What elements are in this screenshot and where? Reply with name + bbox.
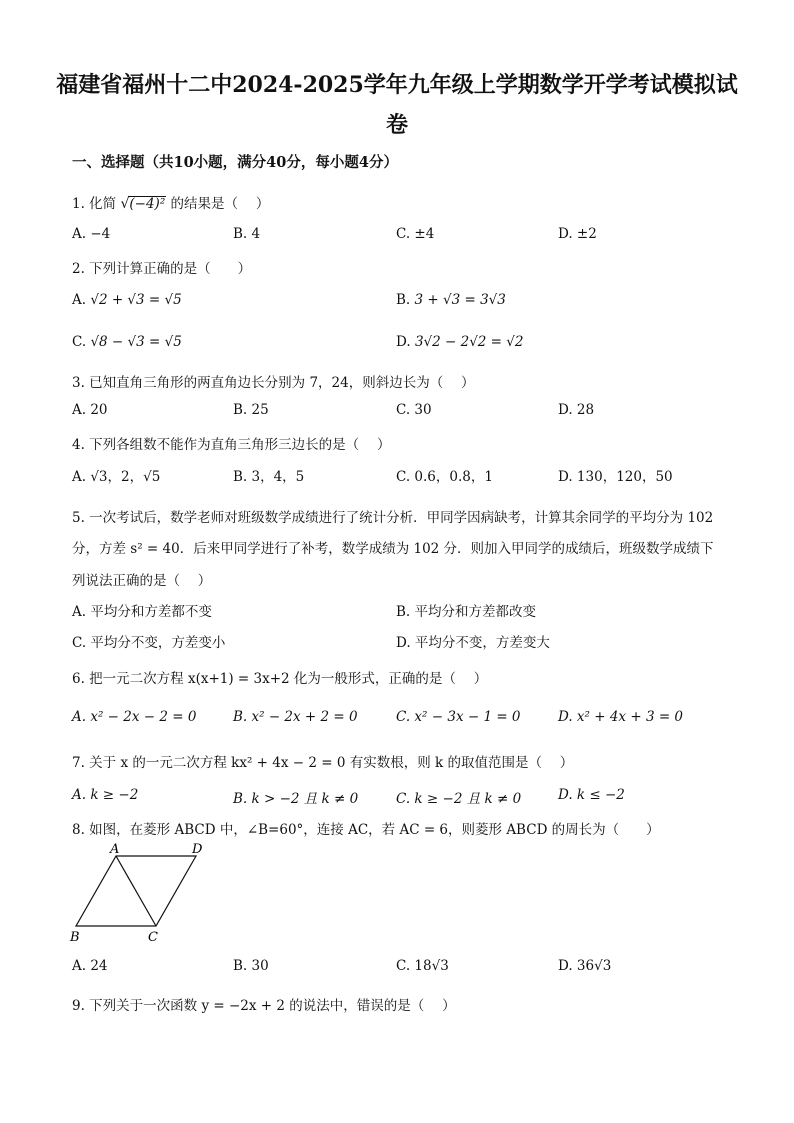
q8-option-d[interactable]: D. 36√3 bbox=[558, 958, 612, 974]
q7-option-a[interactable]: A. k ≥ −2 bbox=[72, 787, 139, 803]
q6-option-c[interactable]: C. x² − 3x − 1 = 0 bbox=[396, 709, 521, 725]
q8-option-b[interactable]: B. 30 bbox=[233, 958, 269, 974]
page-title-line2: 卷 bbox=[385, 112, 408, 138]
question-7: 7. 关于 x 的一元二次方程 kx² + 4x − 2 = 0 有实数根，则 k 的取值范围是（ ） bbox=[72, 755, 574, 771]
rhombus-figure bbox=[64, 836, 224, 946]
q2-d-expr: 3√2 − 2√2 = √2 bbox=[414, 334, 524, 350]
q2-option-a[interactable] bbox=[72, 292, 182, 308]
q3-option-b[interactable]: B. 25 bbox=[233, 402, 269, 418]
q4-option-a[interactable]: A. √3，2，√5 bbox=[72, 469, 161, 485]
question-5-line-3: 列说法正确的是（ ） bbox=[72, 573, 212, 589]
q8-option-a[interactable]: A. 24 bbox=[72, 958, 108, 974]
q1-expr: (−4)² bbox=[129, 196, 166, 212]
question-3: 3. 已知直角三角形的两直角边长分别为 7，24，则斜边长为（ ） bbox=[72, 375, 475, 391]
q2-a-expr: √2 + √3 = √5 bbox=[90, 292, 182, 308]
q7-option-b[interactable]: B. k > −2 且 k ≠ 0 bbox=[233, 791, 359, 807]
diagonal-ac bbox=[116, 856, 156, 926]
q2-option-d[interactable] bbox=[396, 334, 523, 350]
q6-option-b[interactable]: B. x² − 2x + 2 = 0 bbox=[233, 709, 358, 725]
q1-post: 的结果是（ ） bbox=[170, 196, 270, 212]
sqrt-symbol-icon: √ bbox=[120, 196, 130, 212]
vertex-label-b: B bbox=[70, 930, 80, 945]
q3-option-c[interactable]: C. 30 bbox=[396, 402, 432, 418]
q5-option-a[interactable]: A. 平均分和方差都不变 bbox=[72, 604, 212, 620]
q1-option-d[interactable]: D. ±2 bbox=[558, 226, 597, 242]
q3-option-d[interactable]: D. 28 bbox=[558, 402, 595, 418]
q2-b-label: B. bbox=[396, 292, 411, 308]
q2-b-expr: 3 + √3 = 3√3 bbox=[414, 292, 506, 308]
vertex-label-c: C bbox=[148, 930, 158, 945]
q2-c-expr: √8 − √3 = √5 bbox=[90, 334, 182, 350]
q8-option-c[interactable]: C. 18√3 bbox=[396, 958, 449, 974]
q7-option-d[interactable]: D. k ≤ −2 bbox=[558, 787, 625, 803]
q5-option-b[interactable]: B. 平均分和方差都改变 bbox=[396, 604, 537, 620]
q6-option-d[interactable]: D. x² + 4x + 3 = 0 bbox=[558, 709, 684, 725]
q3-option-a[interactable]: A. 20 bbox=[72, 402, 108, 418]
q4-option-d[interactable]: D. 130，120，50 bbox=[558, 469, 673, 485]
q2-option-c[interactable] bbox=[72, 334, 182, 350]
q2-d-label: D. bbox=[396, 334, 411, 350]
q1-option-c[interactable]: C. ±4 bbox=[396, 226, 435, 242]
question-5-line-1: 5. 一次考试后，数学老师对班级数学成绩进行了统计分析．甲同学因病缺考，计算其余同学的平均分为 102 bbox=[72, 510, 714, 526]
question-8: 8. 如图，在菱形 ABCD 中，∠B=60°，连接 AC，若 AC = 6，则菱形 ABCD 的周长为（ ） bbox=[72, 822, 660, 838]
q2-option-b[interactable] bbox=[396, 292, 506, 308]
q1-option-b[interactable]: B. 4 bbox=[233, 226, 261, 242]
q4-option-b[interactable]: B. 3，4，5 bbox=[233, 469, 305, 485]
question-5-line-2: 分，方差 s² = 40．后来甲同学进行了补考，数学成绩为 102 分．则加入甲同学的成绩后，班级数学成绩下 bbox=[72, 541, 714, 557]
q7-option-c[interactable]: C. k ≥ −2 且 k ≠ 0 bbox=[396, 791, 522, 807]
q6-option-a[interactable]: A. x² − 2x − 2 = 0 bbox=[72, 709, 197, 725]
q2-a-label: A. bbox=[72, 292, 87, 308]
q1-option-a[interactable]: A. −4 bbox=[72, 226, 111, 242]
question-6: 6. 把一元二次方程 x(x+1) = 3x+2 化为一般形式，正确的是（ ） bbox=[72, 671, 488, 687]
section-heading: 一、选择题（共10小题，满分40分，每小题4分） bbox=[72, 154, 398, 171]
page-title-line1: 福建省福州十二中2024-2025学年九年级上学期数学开学考试模拟试 bbox=[56, 72, 738, 98]
question-1 bbox=[72, 192, 269, 213]
q2-c-label: C. bbox=[72, 334, 87, 350]
question-4: 4. 下列各组数不能作为直角三角形三边长的是（ ） bbox=[72, 437, 391, 453]
question-9: 9. 下列关于一次函数 y = −2x + 2 的说法中，错误的是（ ） bbox=[72, 998, 456, 1014]
q1-pre: 1. 化简 bbox=[72, 196, 117, 212]
vertex-label-a: A bbox=[110, 842, 120, 857]
q5-option-d[interactable]: D. 平均分不变，方差变大 bbox=[396, 635, 550, 651]
q5-option-c[interactable]: C. 平均分不变，方差变小 bbox=[72, 635, 226, 651]
vertex-label-d: D bbox=[192, 842, 203, 857]
q4-option-c[interactable]: C. 0.6，0.8，1 bbox=[396, 469, 493, 485]
question-2: 2. 下列计算正确的是（ ） bbox=[72, 261, 252, 277]
